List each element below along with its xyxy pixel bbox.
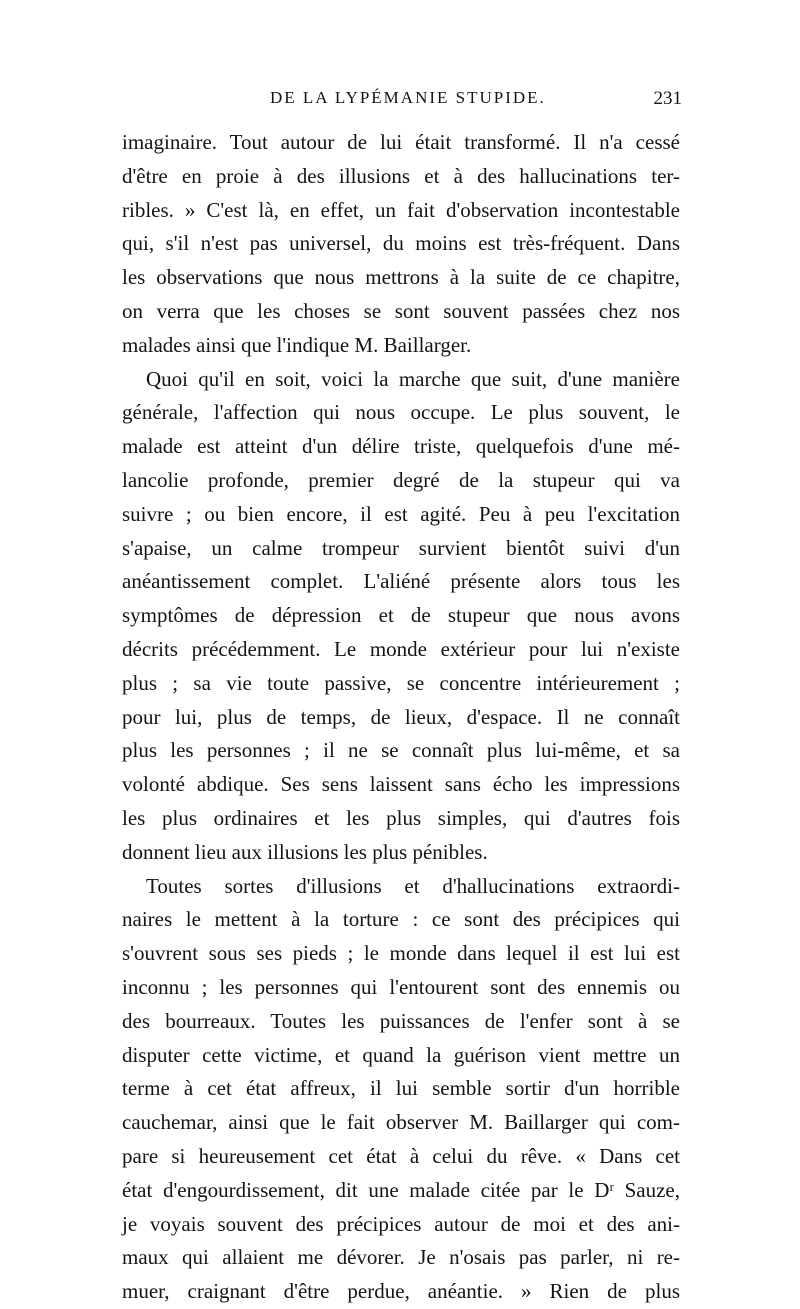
text-line: ribles. » C'est là, en effet, un fait d'observation incontestable xyxy=(122,197,680,222)
text-line: les observations que nous mettrons à la suite de ce chapitre, xyxy=(122,265,680,290)
text-line: volonté abdique. Ses sens laissent sans écho les impressions xyxy=(122,772,680,797)
text-line: disputer cette victime, et quand la guérison vient mettre un xyxy=(122,1042,680,1067)
text-line: malades ainsi que l'indique M. Baillarger. xyxy=(122,332,472,357)
text-line: s'ouvrent sous ses pieds ; le monde dans lequel il est lui est xyxy=(122,941,680,966)
text-line: suivre ; ou bien encore, il est agité. Peu à peu l'excitation xyxy=(122,501,680,526)
page-number: 231 xyxy=(653,88,682,109)
text-line: naires le mettent à la torture : ce sont des précipices qui xyxy=(122,907,680,932)
text-line: lancolie profonde, premier degré de la stupeur qui va xyxy=(122,467,680,492)
running-head xyxy=(122,88,682,118)
text-line: Toutes sortes d'illusions et d'hallucinations extraordi- xyxy=(146,873,680,898)
text-line: état d'engourdissement, dit une malade citée par le Dʳ Sauze, xyxy=(122,1177,680,1202)
running-title: DE LA LYPÉMANIE STUPIDE. xyxy=(270,88,546,107)
text-line: malade est atteint d'un délire triste, quelquefois d'une mé- xyxy=(122,434,680,459)
text-line: les plus ordinaires et les plus simples, qui d'autres fois xyxy=(122,805,680,830)
text-line: pour lui, plus de temps, de lieux, d'espace. Il ne connaît xyxy=(122,704,680,729)
text-line: plus les personnes ; il ne se connaît plus lui-même, et sa xyxy=(122,738,680,763)
text-line: Quoi qu'il en soit, voici la marche que suit, d'une manière xyxy=(146,366,680,391)
text-line: maux qui allaient me dévorer. Je n'osais pas parler, ni re- xyxy=(122,1245,680,1270)
text-line: qui, s'il n'est pas universel, du moins est très-fréquent. Dans xyxy=(122,231,680,256)
text-line: inconnu ; les personnes qui l'entourent sont des ennemis ou xyxy=(122,974,680,999)
text-line: anéantissement complet. L'aliéné présente alors tous les xyxy=(122,569,680,594)
text-line: je voyais souvent des précipices autour de moi et des ani- xyxy=(122,1211,680,1236)
text-line: imaginaire. Tout autour de lui était transformé. Il n'a cessé xyxy=(122,130,680,154)
text-line: pare si heureusement cet état à celui du rêve. « Dans cet xyxy=(122,1143,680,1168)
text-line: on verra que les choses se sont souvent passées chez nos xyxy=(122,298,680,323)
text-line: cauchemar, ainsi que le fait observer M. Baillarger qui com- xyxy=(122,1110,680,1135)
text-line: des bourreaux. Toutes les puissances de l'enfer sont à se xyxy=(122,1008,680,1033)
text-line: terme à cet état affreux, il lui semble sortir d'un horrible xyxy=(122,1076,680,1101)
text-line: symptômes de dépression et de stupeur que nous avons xyxy=(122,603,680,628)
text-line: plus ; sa vie toute passive, se concentre intérieurement ; xyxy=(122,670,680,695)
body-text xyxy=(122,126,680,1309)
text-line: muer, craignant d'être perdue, anéantie. » Rien de plus xyxy=(122,1279,680,1304)
text-line: d'être en proie à des illusions et à des hallucinations ter- xyxy=(122,163,680,188)
text-line: donnent lieu aux illusions les plus pénibles. xyxy=(122,839,488,864)
text-line: s'apaise, un calme trompeur survient bientôt suivi d'un xyxy=(122,535,680,560)
text-line: générale, l'affection qui nous occupe. Le plus souvent, le xyxy=(122,400,680,425)
text-line: décrits précédemment. Le monde extérieur pour lui n'existe xyxy=(122,636,680,661)
